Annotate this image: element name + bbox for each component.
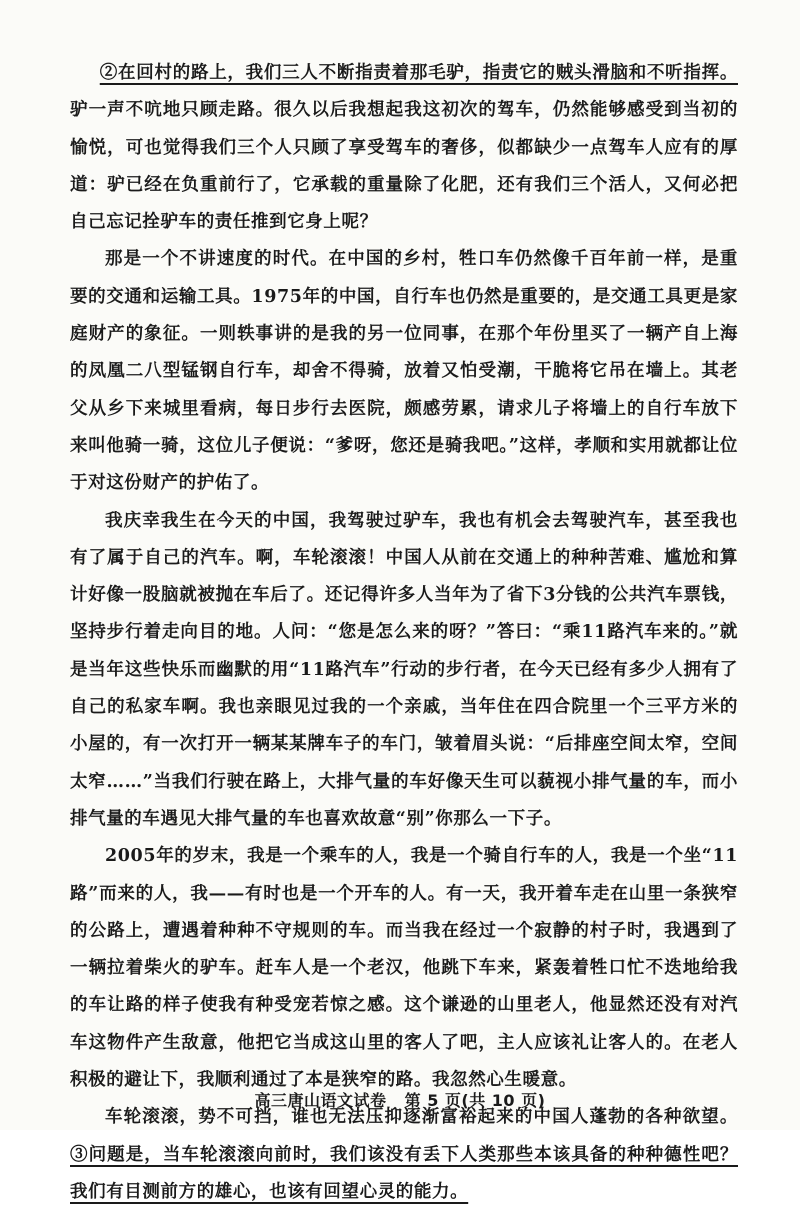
paragraph-2: 那是一个不讲速度的时代。在中国的乡村，牲口车仍然像千百年前一样，是重要的交通和运输工具。1975年的中国，自行车也仍然是重要的，是交通工具更是家庭财产的象征。一则轶事讲的是我的另一位同事，在那个年份里买了一辆产自上海的凤凰二八型锰钢自行车，却舍不得骑，放着又怕受潮，干脆将它吊在墙上。其老父从乡下来城里看病，每日步行去医院，颇感劳累，请求儿子将墙上的自行车放下来叫他骑一骑，这位儿子便说：“爹呀，您还是骑我吧。”这样，孝顺和实用就都让位于对这份财产的护佑了。 — [70, 249, 738, 494]
exam-title: 高三唐山语文试卷 — [254, 1091, 387, 1110]
paragraph-4: 2005年的岁末，我是一个乘车的人，我是一个骑自行车的人，我是一个坐“11路”而来的人，我——有时也是一个开车的人。有一天，我开着车走在山里一条狭窄的公路上，遭遇着种种不守规则的车。而当我在经过一个寂静的村子时，我遇到了一辆拉着柴火的驴车。赶车人是一个老汉，他跳下车来，紧轰着牲口忙不迭地给我的车让路的样子使我有种受宠若惊之感。这个谦逊的山里老人，他显然还没有对汽车这物件产生敌意，他把它当成这山里的客人了吧，主人应该礼让客人的。在老人积极的避让下，我顺利通过了本是狭窄的路。我忽然心生暖意。 — [70, 846, 738, 1091]
paragraph-3: 我庆幸我生在今天的中国，我驾驶过驴车，我也有机会去驾驶汽车，甚至我也有了属于自己的汽车。啊，车轮滚滚！中国人从前在交通上的种种苦难、尴尬和算计好像一股脑就被抛在车后了。还记得许多人当年为了省下3分钱的公共汽车票钱，坚持步行着走向目的地。人问：“您是怎么来的呀？”答曰：“乘11路汽车来的。”就是当年这些快乐而幽默的用“11路汽车”行动的步行者，在今天已经有多少人拥有了自己的私家车啊。我也亲眼见过我的一个亲戚，当年住在四合院里一个三平方米的小屋的，有一次打开一辆某某牌车子的车门，皱着眉头说：“后排座空间太窄，空间太窄……”当我们行驶在路上，大排气量的车好像天生可以藐视小排气量的车，而小排气量的车遇见大排气量的车也喜欢故意“别”你那么一下子。 — [70, 510, 738, 829]
page-footer — [0, 1088, 800, 1111]
paragraph-5-text: 车轮滚滚，势不可挡，谁也无法压抑逐渐富裕起来的中国人蓬勃的各种欲望。 — [105, 1107, 738, 1128]
article-body — [70, 55, 738, 1211]
paragraph-1-text: 驴一声不吭地只顾走路。很久以后我想起我这初次的驾车，仍然能够感受到当初的愉悦，可也觉得我们三个人只顾了享受驾车的奢侈，似都缺少一点驾车人应有的厚道：驴已经在负重前行了，它承载的重量除了化肥，还有我们三个活人，又何必把自己忘记拴驴车的责任推到它身上呢？ — [70, 100, 738, 233]
paragraph-5 — [70, 1099, 738, 1211]
paragraph-1 — [70, 55, 738, 241]
underlined-sentence-3: ③问题是，当车轮滚滚向前时，我们该没有丢下人类那些本该具备的种种德性吧？我们有目测前方的雄心，也该有回望心灵的能力。 — [70, 1144, 738, 1202]
underlined-sentence-2: ②在回村的路上，我们三人不断指责着那毛驴，指责它的贼头滑脑和不听指挥。 — [99, 63, 738, 83]
page-number: 第 5 页(共 10 页) — [404, 1091, 546, 1110]
